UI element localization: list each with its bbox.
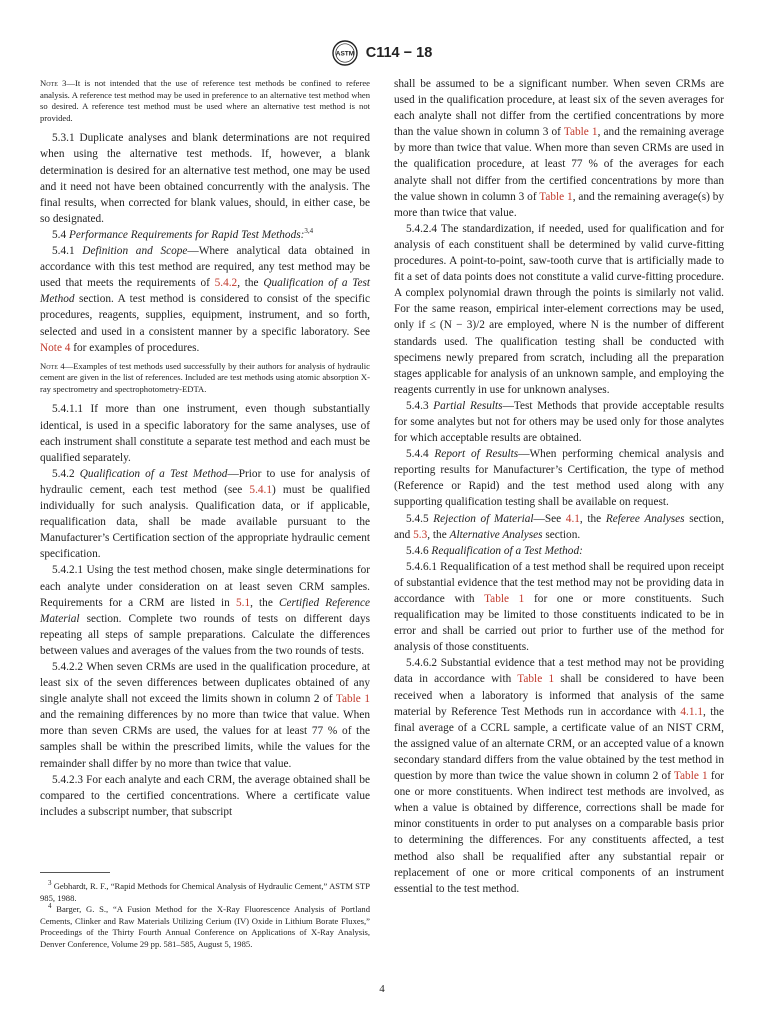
xref-table-1[interactable]: Table 1 — [563, 126, 598, 139]
para-5-4-6: 5.4.6 Requalification of a Test Method: — [406, 544, 583, 557]
footnote-4: $^4$ Barger, G. S., “A Fusion Method for the X-Ray Fluorescence Analysis of Portland Cements, Clinker and Raw Materials Utilizing Cerium (IV) Oxide in Lithium Borate Fluxes,” Proceedings of the Thirty Fourth Annual Conference on Applications of X-Ray Analysis, Denver Conference, Volume 29 pp. 581–585, August 5, 1985. — [40, 902, 370, 949]
xref-5-1[interactable]: 5.1 — [235, 596, 251, 609]
xref-table-1[interactable]: Table 1 — [335, 693, 370, 706]
xref-5-4-2[interactable]: 5.4.2 — [214, 277, 238, 290]
para-5-4-6-1: 5.4.6.1 Requalification of a test method shall be required upon receipt of substantial evidence that the test method may not be providing data in accordance with Table 1 for one or more constituents. Such requalification may be limited to those constituents indicated to be in error and shall be carried out prior to further use of the method for analysis of those constituents. — [394, 560, 724, 654]
note-3: Note 3—It is not intended that the use of reference test methods be confined to referee analysis. A reference test method may be used in preference to an alternative test method when so desired. A reference test method must be used where an alternative test method is not provided. — [40, 78, 370, 123]
para-5-4-2-1: 5.4.2.1 Using the test method chosen, make single determinations for each analyte under consideration on at least seven CRM samples. Requirements for a CRM are listed in 5.1, the Certified Reference Material section. Complete two rounds of tests on different days repeating all steps of sample preparations. Calculate the differences between values and averages of the values from the two rounds of tests. — [40, 564, 370, 657]
page-number: 4 — [379, 983, 385, 995]
note-label: Note 4 — [40, 360, 65, 371]
footnote-3: $^3$ Gebhardt, R. F., “Rapid Methods for Chemical Analysis of Hydraulic Cement,” ASTM STP 985, 1988. — [40, 879, 370, 903]
note-label: Note 3 — [40, 78, 67, 88]
xref-5-3[interactable]: 5.3 — [413, 528, 428, 541]
xref-note-4[interactable]: Note 4 — [40, 341, 71, 354]
para-5-4-2-3: 5.4.2.3 For each analyte and each CRM, the average obtained shall be compared to the certified concentrations. Where a certificate value includes a subscript number, that subscript — [40, 773, 370, 818]
para-5-4-1-1: 5.4.1.1 If more than one instrument, even though substantially identical, is used in a specific laboratory for the same analyses, use of each instrument shall constitute a separate test method and each must be qualified separately. — [40, 403, 370, 464]
logo-label: ASTM — [335, 50, 354, 58]
left-column — [40, 76, 370, 820]
xref-4-1[interactable]: 4.1 — [565, 512, 580, 525]
note-4: Note 4—Examples of test methods used successfully by their authors for analysis of hydraulic cement are given in the list of references. Included are test methods using atomic absorption X-ray spectrometry and spectrophotometry-EDTA. — [40, 360, 370, 394]
para-5-4: 5.4 Performance Requirements for Rapid Test Methods:$^{3,4}$ — [52, 227, 314, 241]
xref-table-1[interactable]: Table 1 — [539, 190, 573, 203]
xref-table-1[interactable]: Table 1 — [673, 770, 708, 783]
document-designation: C114 − 18 — [365, 45, 433, 61]
footnotes — [40, 872, 370, 951]
xref-table-1[interactable]: Table 1 — [484, 593, 525, 605]
para-5-4-6-2: 5.4.6.2 Substantial evidence that a test method may not be providing data in accordance with Table 1 shall be considered to have been received when a laboratory is informed that analysis of the same material by Reference Test Methods run in accordance with 4.1.1, the final average of a CCRL sample, a certificate value of an NIST CRM, the assigned value of an alternate CRM, or an accepted value of a known secondary standard differs from the value obtained by the test method in question by more than twice the value shown in column 2 of Table 1 for one or more constituents. When indirect test methods are involved, as when a value is obtained by difference, corrections shall be made for minor constituents in order to put analyses on a comparable basis prior to determining the differences. For any constituents affected, a test method also shall be requalified after any substantial repair or replacement of one or more critical components of an instrument essential to the test method. — [394, 657, 725, 895]
astm-logo-icon — [332, 40, 358, 66]
xref-table-1[interactable]: Table 1 — [517, 673, 555, 686]
para-5-4-2-3-continued: shall be assumed to be a significant number. When seven CRMs are used in the qualification procedure, at least six of the seven averages for each analyte shall not differ from the certified concentrations by more than the value shown in column 3 of Table 1, and the remaining average by more than twice that value. When more than seven CRMs are used in the qualification procedure, at least 77 % of the averages for each analyte shall not differ from the certified concentrations by more than the value shown in column 3 of Table 1, and the remaining average(s) by more than twice that value. — [394, 78, 725, 219]
para-5-4-5: 5.4.5 Rejection of Material—See 4.1, the Referee Analyses section, and 5.3, the Alternative Analyses section. — [394, 512, 725, 541]
footnote-divider — [40, 872, 110, 873]
para-5-3-1: 5.3.1 Duplicate analyses and blank determinations are not required when using the alternative test methods. If, however, a blank determination is desired for an alternative test method, one may be used and it need not have been obtained concurrently with the analysis. The final results, when corrected for blank values, should, in either case, be so designated. — [40, 132, 370, 225]
para-5-4-1: 5.4.1 Definition and Scope—Where analytical data obtained in accordance with this test method are required, any test method may be used that meets the requirements of 5.4.2, the Qualification of a Test Method section. A test method is considered to consist of the specific procedures, reagents, supplies, equipment, instrument, and so forth, selected and used in a consistent manner by a specific laboratory. See Note 4 for examples of procedures. — [40, 245, 370, 354]
para-5-4-2-2: 5.4.2.2 When seven CRMs are used in the qualification procedure, at least six of the seven differences between duplicates obtained of any single analyte shall not exceed the limits shown in column 2 of Table 1 and the remaining differences by no more than twice that value. When more than seven CRMs are used, the values for at least 77 % of the samples shall be within the prescribed limits, while the values for the remainder shall differ by no more than twice that value. — [40, 660, 370, 770]
xref-4-1-1[interactable]: 4.1.1 — [680, 705, 703, 718]
para-5-4-3: 5.4.3 Partial Results—Test Methods that provide acceptable results for some analytes but not for others may be used only for those analytes for which acceptable results are obtained. — [394, 399, 724, 445]
para-5-4-4: 5.4.4 Report of Results—When performing chemical analysis and reporting results for Manufacturer’s Certification, the type of method (Reference or Rapid) and the test method used along with any supporting qualification testing shall be available on request. — [394, 448, 724, 509]
xref-5-4-1[interactable]: 5.4.1 — [249, 483, 273, 496]
right-column — [394, 76, 724, 897]
para-5-4-2: 5.4.2 Qualification of a Test Method—Prior to use for analysis of hydraulic cement, each test method (see 5.4.1) must be qualified individually for such analysis. Qualification data, or if applicable, requalification data, shall be made available pursuant to the Manufacturer’s Certification section of the appropriate hydraulic cement specification. — [40, 467, 370, 561]
para-5-4-2-4: 5.4.2.4 The standardization, if needed, used for qualification and for analysis of each constituent shall be determined by valid curve-fitting procedures. A point-to-point, saw-tooth curve that is artificially made to fit a set of data points does not constitute a valid curve-fitting procedure. A complex polynomial drawn through the points is similarly not valid. For the same reason, empirical inter-element corrections may be used, only if ≤ (N − 3)/2 are employed, where N is the number of different standards used. The qualification testing shall be conducted with specimens newly prepared from scratch, including all the preparation stages applicable for analysis of an unknown sample, and employing the reagents currently in use for unknown analyses. — [394, 222, 724, 396]
page-header — [0, 40, 764, 66]
